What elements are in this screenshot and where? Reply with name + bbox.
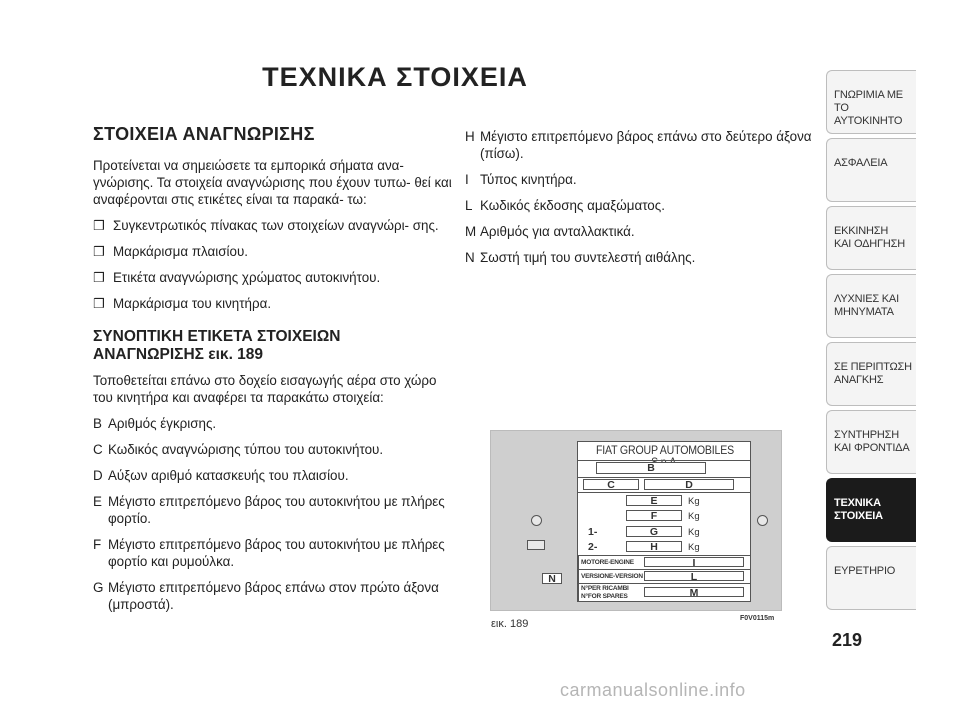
- list-item: B Αριθμός έγκρισης.: [93, 416, 217, 431]
- label-i: I: [644, 557, 744, 567]
- mount-clip-left: [527, 540, 545, 550]
- right-column: [465, 128, 825, 275]
- spares-label-2: N°FOR SPARES: [581, 593, 628, 600]
- subheading: ΣΥΝΟΠΤΙΚΗ ΕΤΙΚΕΤΑ ΣΤΟΙΧΕΙΩΝ ΑΝΑΓΝΩΡΙΣΗΣ εικ. 189: [93, 328, 341, 363]
- mount-hole-left: [531, 515, 542, 526]
- tab-safety[interactable]: ΑΣΦΑΛΕΙΑ: [826, 138, 916, 202]
- unit-kg: Kg: [688, 511, 700, 522]
- plate-title: FIAT GROUP AUTOMOBILES: [595, 445, 735, 457]
- intro-paragraph: Προτείνεται να σημειώσετε τα εμπορικά σήματα ανα- γνώρισης. Τα στοιχεία αναγνώρισης που έχουν τυπω- θεί και αναφέρονται στις ετικέτες είναι τα παρακά- τω:: [93, 158, 452, 207]
- mount-hole-right: [757, 515, 768, 526]
- list-item: C Κωδικός αναγνώρισης τύπου του αυτοκινήτου.: [93, 442, 384, 457]
- tab-getting-to-know[interactable]: ΓΝΩΡΙΜΙΑ ΜΕ ΤΟ ΑΥΤΟΚΙΝΗΤΟ: [826, 70, 916, 134]
- plate-divider: [578, 583, 750, 584]
- list-item: N Σωστή τιμή του συντελεστή αιθάλης.: [465, 250, 696, 265]
- bullet-item: ❒ Ετικέτα αναγνώρισης χρώματος αυτοκινήτου.: [93, 270, 381, 285]
- list-item: H Μέγιστο επιτρεπόμενο βάρος επάνω στο δεύτερο άξονα (πίσω).: [465, 129, 812, 161]
- left-column: [93, 126, 453, 622]
- checkbox-bullet-icon: ❒: [93, 270, 105, 285]
- engine-label: MOTORE-ENGINE: [581, 559, 634, 566]
- chapter-tabs: [826, 70, 916, 614]
- plate-divider: [578, 477, 750, 478]
- axle-2-label: 2-: [588, 541, 598, 553]
- unit-kg: Kg: [688, 527, 700, 538]
- axle-1-label: 1-: [588, 526, 598, 538]
- version-label: VERSIONE-VERSION: [581, 573, 643, 580]
- bullet-item: ❒ Μαρκάρισμα του κινητήρα.: [93, 296, 272, 311]
- label-f: F: [626, 510, 682, 521]
- label-h: H: [626, 541, 682, 552]
- bullet-item: ❒ Συγκεντρωτικός πίνακας των στοιχείων αναγνώρι- σης.: [93, 218, 439, 233]
- tab-warning-lights[interactable]: ΛΥΧΝΙΕΣ ΚΑΙ ΜΗΝΥΜΑΤΑ: [826, 274, 916, 338]
- list-item: E Μέγιστο επιτρεπόμενο βάρος του αυτοκινήτου με πλήρες φορτίο.: [93, 494, 445, 526]
- checkbox-bullet-icon: ❒: [93, 296, 105, 311]
- label-e: E: [626, 495, 682, 506]
- tab-technical-data[interactable]: ΤΕΧΝΙΚΑ ΣΤΟΙΧΕΙΑ: [826, 478, 916, 542]
- sub-intro-paragraph: Τοποθετείται επάνω στο δοχείο εισαγωγής αέρα στο χώρο του κινητήρα και αναφέρει τα παρακάτω στοιχεία:: [93, 373, 437, 405]
- checkbox-bullet-icon: ❒: [93, 218, 105, 233]
- watermark: carmanualsonline.info: [560, 680, 746, 700]
- list-item: G Μέγιστο επιτρεπόμενο βάρος επάνω στον πρώτο άξονα (μπροστά).: [93, 580, 439, 612]
- label-d: D: [644, 479, 734, 490]
- list-item: M Αριθμός για ανταλλακτικά.: [465, 224, 635, 239]
- section-heading: ΣΤΟΙΧΕΙΑ ΑΝΑΓΝΩΡΙΣΗΣ: [93, 124, 315, 144]
- plate-divider: [578, 460, 750, 461]
- tab-index[interactable]: ΕΥΡΕΤΗΡΙΟ: [826, 546, 916, 610]
- label-m: M: [644, 587, 744, 597]
- tab-emergency[interactable]: ΣΕ ΠΕΡΙΠΤΩΣΗ ΑΝΑΓΚΗΣ: [826, 342, 916, 406]
- tab-starting-driving[interactable]: ΕΚΚΙΝΗΣΗ ΚΑΙ ΟΔΗΓΗΣΗ: [826, 206, 916, 270]
- plate-divider: [578, 555, 579, 601]
- figure-caption: εικ. 189: [491, 618, 529, 630]
- page-title: ΤΕΧΝΙΚΑ ΣΤΟΙΧΕΙΑ: [262, 62, 528, 92]
- label-g: G: [626, 526, 682, 537]
- label-c: C: [583, 479, 639, 490]
- label-n: N: [542, 573, 562, 584]
- plate-divider: [578, 569, 750, 570]
- label-b: B: [596, 462, 706, 474]
- list-item: D Αύξων αριθμό κατασκευής του πλαισίου.: [93, 468, 349, 483]
- list-item: F Μέγιστο επιτρεπόμενο βάρος του αυτοκινήτου με πλήρες φορτίο και ρυμούλκα.: [93, 537, 445, 569]
- plate-divider: [578, 555, 750, 556]
- label-l: L: [644, 571, 744, 581]
- figure-code: F0V0115m: [740, 615, 775, 622]
- list-item: I Τύπος κινητήρα.: [465, 172, 577, 187]
- spares-label-1: N°PER RICAMBI: [581, 585, 629, 592]
- tab-maintenance[interactable]: ΣΥΝΤΗΡΗΣΗ ΚΑΙ ΦΡΟΝΤΙΔΑ: [826, 410, 916, 474]
- page-number: 219: [832, 630, 863, 650]
- plate-divider: [578, 492, 750, 493]
- bullet-item: ❒ Μαρκάρισμα πλαισίου.: [93, 244, 248, 259]
- list-item: L Κωδικός έκδοσης αμαξώματος.: [465, 198, 665, 213]
- identification-plate: [548, 441, 751, 602]
- unit-kg: Kg: [688, 542, 700, 553]
- checkbox-bullet-icon: ❒: [93, 244, 105, 259]
- unit-kg: Kg: [688, 496, 700, 507]
